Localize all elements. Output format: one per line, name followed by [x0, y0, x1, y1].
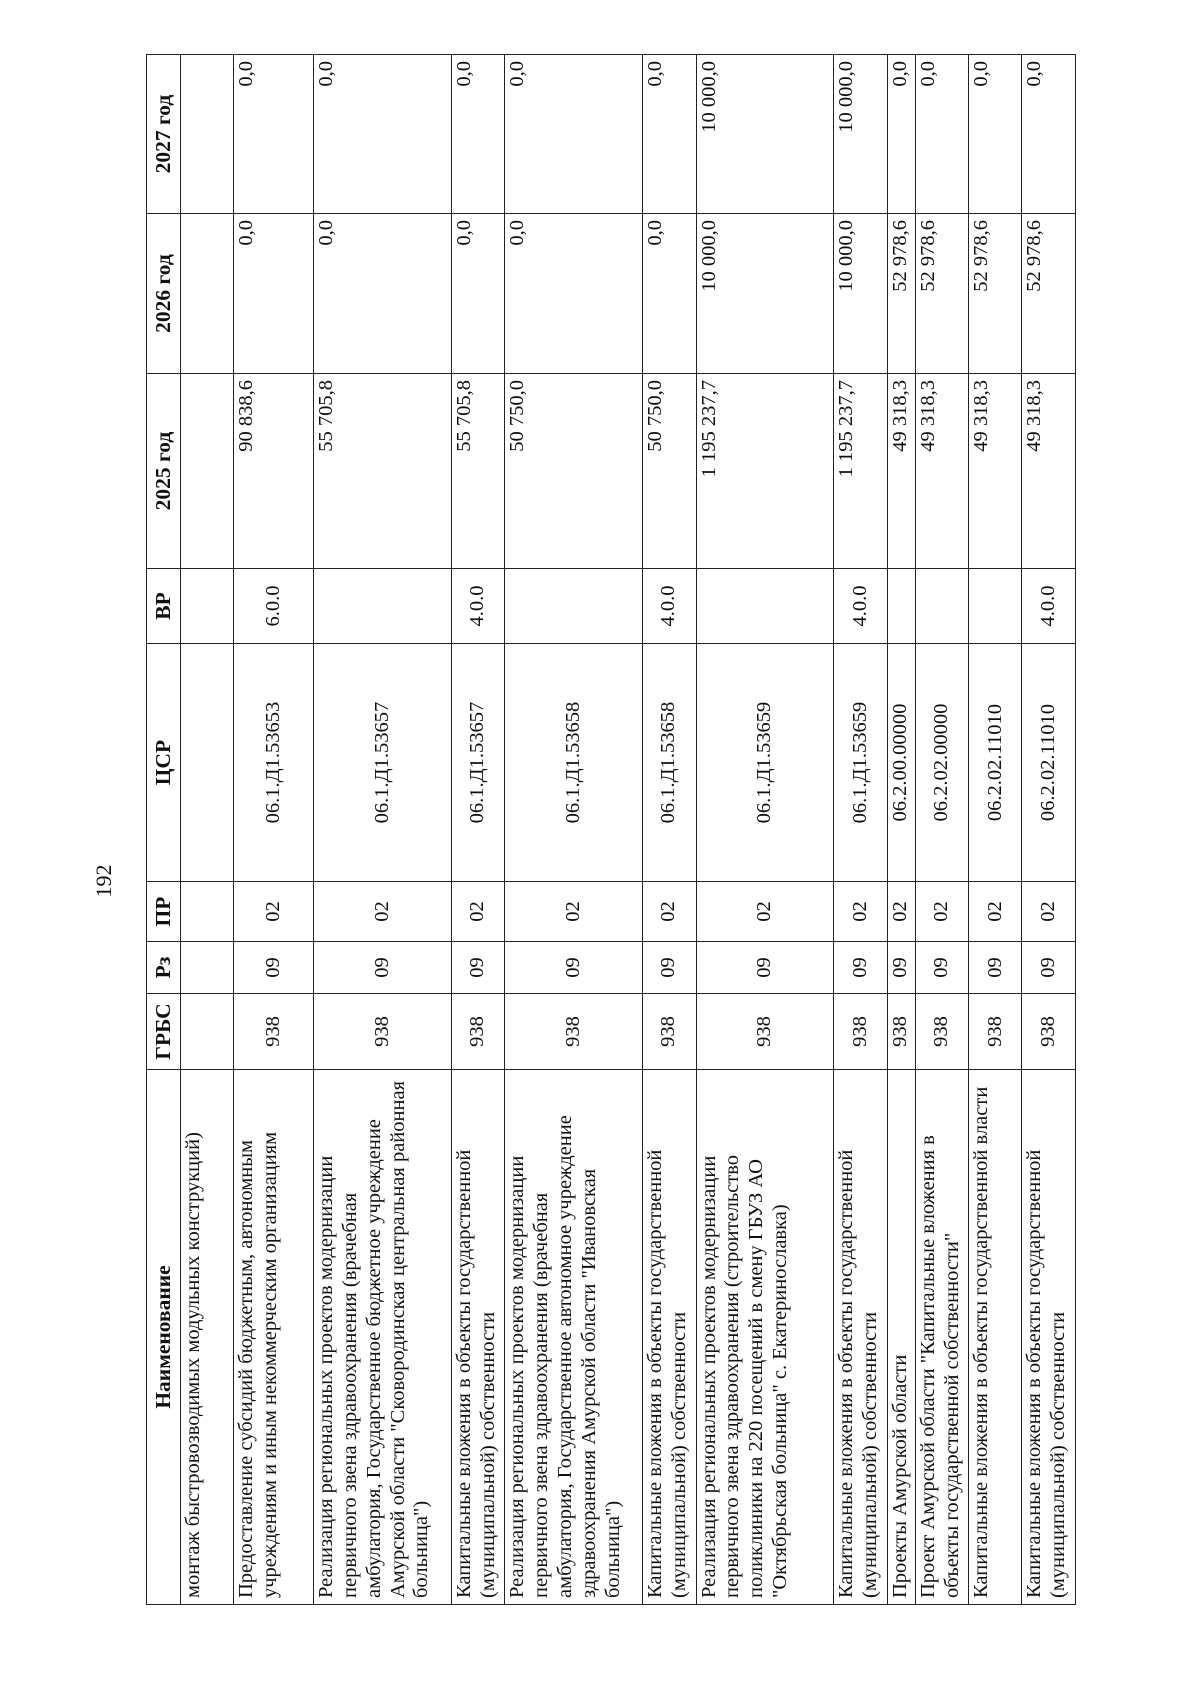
cell-grbs: 938 — [834, 994, 887, 1070]
cell-2025: 1 195 237,7 — [696, 374, 834, 569]
cell-vr — [696, 569, 834, 644]
cell-2025: 90 838,6 — [233, 374, 313, 569]
table-row — [451, 55, 504, 1605]
cell-2027: 0,0 — [505, 55, 643, 214]
cell-pr: 02 — [696, 882, 834, 942]
cell-vr — [969, 569, 1022, 644]
cell-pr: 02 — [451, 882, 504, 942]
cell-grbs: 938 — [314, 994, 452, 1070]
cell-rz: 09 — [1022, 942, 1076, 994]
cell-2027: 0,0 — [915, 55, 968, 214]
cell-name: Капитальные вложения в объекты государственной (муниципальной) собственности — [643, 1070, 696, 1605]
column-header-pr: ПР — [147, 882, 181, 942]
cell-pr: 02 — [233, 882, 313, 942]
cell-2027: 0,0 — [233, 55, 313, 214]
column-header-rz: Рз — [147, 942, 181, 994]
cell-2027: 0,0 — [314, 55, 452, 214]
cell-2027: 0,0 — [887, 55, 915, 214]
column-header-vr: ВР — [147, 569, 181, 644]
cell-2025: 49 318,3 — [1022, 374, 1076, 569]
table-row — [834, 55, 887, 1605]
cell-csr: 06.1.Д1.53653 — [233, 644, 313, 882]
cell-2027: 0,0 — [969, 55, 1022, 214]
cell-name: Капитальные вложения в объекты государственной (муниципальной) собственности — [451, 1070, 504, 1605]
cell-2025: 49 318,3 — [915, 374, 968, 569]
table-row — [314, 55, 452, 1605]
cell-2027: 0,0 — [1022, 55, 1076, 214]
cell-csr: 06.1.Д1.53659 — [696, 644, 834, 882]
column-header-2025: 2025 год — [147, 374, 181, 569]
cell-csr: 06.2.02.11010 — [1022, 644, 1076, 882]
cell-grbs: 938 — [643, 994, 696, 1070]
cell-2026: 0,0 — [643, 214, 696, 374]
cell-name: Капитальные вложения в объекты государственной (муниципальной) собственности — [834, 1070, 887, 1605]
cell-2025: 49 318,3 — [969, 374, 1022, 569]
cell-name: Капитальные вложения в объекты государственной власти — [969, 1070, 1022, 1605]
cell-csr: 06.2.02.11010 — [969, 644, 1022, 882]
cell-rz: 09 — [969, 942, 1022, 994]
cell-2025: 49 318,3 — [887, 374, 915, 569]
table-row — [915, 55, 968, 1605]
cell-vr — [915, 569, 968, 644]
cell-vr — [314, 569, 452, 644]
column-header-grbs: ГРБС — [147, 994, 181, 1070]
column-header-csr: ЦСР — [147, 644, 181, 882]
page-number: 192 — [91, 864, 116, 898]
column-header-2027: 2027 год — [147, 55, 181, 214]
cell-vr: 4.0.0 — [451, 569, 504, 644]
cell-grbs: 938 — [1022, 994, 1076, 1070]
cell-2025 — [181, 374, 234, 569]
cell-name: Реализация региональных проектов модернизации первичного звена здравоохранения (врачебная амбулатория, Государственное автономное учреждение здравоохранения Амурской области "Ивановская больница") — [505, 1070, 643, 1605]
cell-csr: 06.1.Д1.53658 — [643, 644, 696, 882]
cell-2025: 55 705,8 — [451, 374, 504, 569]
cell-rz: 09 — [505, 942, 643, 994]
table-row — [505, 55, 643, 1605]
cell-csr: 06.2.02.00000 — [915, 644, 968, 882]
budget-table-rotated — [146, 55, 1076, 1605]
cell-vr: 4.0.0 — [834, 569, 887, 644]
cell-2026: 10 000,0 — [834, 214, 887, 374]
cell-grbs: 938 — [451, 994, 504, 1070]
cell-2027: 10 000,0 — [834, 55, 887, 214]
cell-2025: 1 195 237,7 — [834, 374, 887, 569]
cell-2026: 52 978,6 — [1022, 214, 1076, 374]
column-header-2026: 2026 год — [147, 214, 181, 374]
cell-2026 — [181, 214, 234, 374]
cell-csr — [181, 644, 234, 882]
table-row — [181, 55, 234, 1605]
cell-name: Предоставление субсидий бюджетным, автономным учреждениям и иным некоммерческим организациям — [233, 1070, 313, 1605]
cell-rz: 09 — [314, 942, 452, 994]
cell-2026: 0,0 — [505, 214, 643, 374]
cell-pr: 02 — [887, 882, 915, 942]
cell-pr: 02 — [1022, 882, 1076, 942]
cell-csr: 06.2.00.00000 — [887, 644, 915, 882]
cell-pr: 02 — [314, 882, 452, 942]
cell-grbs: 938 — [505, 994, 643, 1070]
cell-csr: 06.1.Д1.53659 — [834, 644, 887, 882]
cell-name: Проект Амурской области "Капитальные вложения в объекты государственной собственности" — [915, 1070, 968, 1605]
cell-rz: 09 — [451, 942, 504, 994]
cell-pr — [181, 882, 234, 942]
cell-2026: 52 978,6 — [887, 214, 915, 374]
cell-rz: 09 — [643, 942, 696, 994]
cell-vr — [505, 569, 643, 644]
table-row — [696, 55, 834, 1605]
cell-rz: 09 — [915, 942, 968, 994]
cell-grbs: 938 — [696, 994, 834, 1070]
table-row — [233, 55, 313, 1605]
cell-2026: 10 000,0 — [696, 214, 834, 374]
table-row — [643, 55, 696, 1605]
table-row — [1022, 55, 1076, 1605]
cell-pr: 02 — [834, 882, 887, 942]
cell-name: Капитальные вложения в объекты государственной (муниципальной) собственности — [1022, 1070, 1076, 1605]
cell-vr: 4.0.0 — [643, 569, 696, 644]
cell-csr: 06.1.Д1.53658 — [505, 644, 643, 882]
table-row — [969, 55, 1022, 1605]
cell-name: Реализация региональных проектов модернизации первичного звена здравоохранения (врачебная амбулатория, Государственное бюджетное учреждение Амурской области "Сковородинская центральная районная больница") — [314, 1070, 452, 1605]
cell-name: Проекты Амурской области — [887, 1070, 915, 1605]
cell-pr: 02 — [915, 882, 968, 942]
cell-vr — [181, 569, 234, 644]
cell-vr: 4.0.0 — [1022, 569, 1076, 644]
cell-2027 — [181, 55, 234, 214]
cell-rz: 09 — [233, 942, 313, 994]
cell-rz: 09 — [887, 942, 915, 994]
budget-table — [146, 54, 1076, 1605]
cell-2027: 0,0 — [643, 55, 696, 214]
cell-pr: 02 — [969, 882, 1022, 942]
cell-csr: 06.1.Д1.53657 — [451, 644, 504, 882]
cell-grbs: 938 — [915, 994, 968, 1070]
cell-name: Реализация региональных проектов модернизации первичного звена здравоохранения (строительство поликлиники на 220 посещений в смену ГБУЗ АО "Октябрьская больница" с. Екатеринославка) — [696, 1070, 834, 1605]
cell-2025: 55 705,8 — [314, 374, 452, 569]
cell-2026: 0,0 — [451, 214, 504, 374]
cell-2026: 0,0 — [314, 214, 452, 374]
cell-vr: 6.0.0 — [233, 569, 313, 644]
header-row — [147, 55, 181, 1605]
cell-grbs — [181, 994, 234, 1070]
cell-vr — [887, 569, 915, 644]
cell-2026: 52 978,6 — [915, 214, 968, 374]
cell-2027: 0,0 — [451, 55, 504, 214]
cell-2027: 10 000,0 — [696, 55, 834, 214]
cell-rz: 09 — [696, 942, 834, 994]
cell-grbs: 938 — [969, 994, 1022, 1070]
cell-rz: 09 — [834, 942, 887, 994]
cell-2026: 0,0 — [233, 214, 313, 374]
table-row — [887, 55, 915, 1605]
cell-pr: 02 — [643, 882, 696, 942]
cell-2025: 50 750,0 — [643, 374, 696, 569]
cell-csr: 06.1.Д1.53657 — [314, 644, 452, 882]
cell-grbs: 938 — [233, 994, 313, 1070]
cell-name: монтаж быстровозводимых модульных конструкций) — [181, 1070, 234, 1605]
cell-2025: 50 750,0 — [505, 374, 643, 569]
column-header-name: Наименование — [147, 1070, 181, 1605]
cell-grbs: 938 — [887, 994, 915, 1070]
cell-rz — [181, 942, 234, 994]
cell-2026: 52 978,6 — [969, 214, 1022, 374]
cell-pr: 02 — [505, 882, 643, 942]
